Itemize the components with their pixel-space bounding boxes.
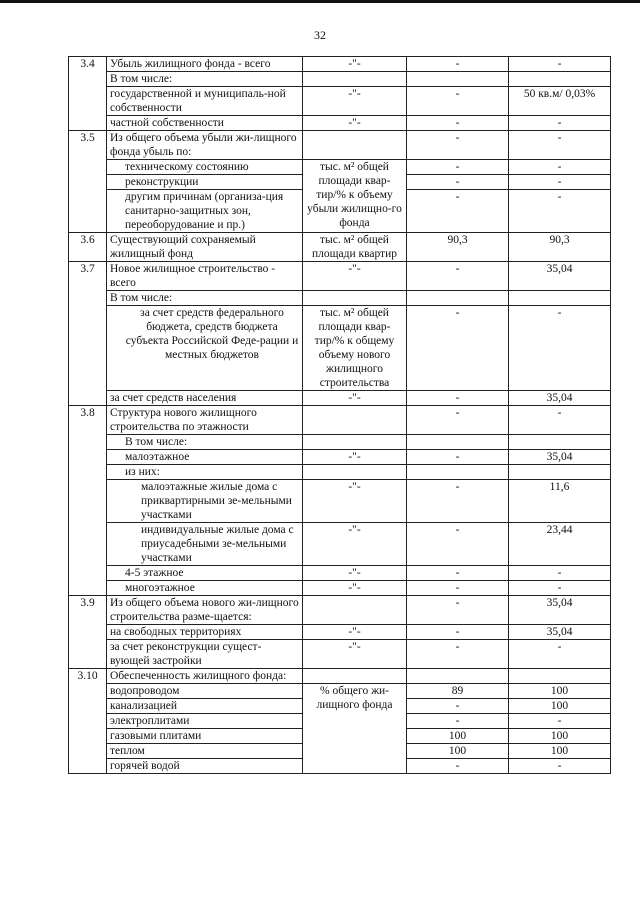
row-value-1: - (407, 759, 509, 774)
row-value-1: - (407, 640, 509, 669)
table-row (69, 566, 611, 581)
table-row (69, 480, 611, 523)
row-unit: -"- (303, 391, 407, 406)
row-label: за счет средств федерального бюджета, средств бюджета субъекта Российской Феде-рации и местных бюджетов (107, 306, 303, 391)
row-unit: -"- (303, 480, 407, 523)
top-rule (0, 0, 640, 3)
row-value-1: - (407, 406, 509, 435)
row-label: 4-5 этажное (107, 566, 303, 581)
table-row (69, 233, 611, 262)
row-label: многоэтажное (107, 581, 303, 596)
row-label: за счет средств населения (107, 391, 303, 406)
row-label: Новое жилищное строительство - всего (107, 262, 303, 291)
table-row (69, 116, 611, 131)
row-value-1: - (407, 625, 509, 640)
row-label: В том числе: (107, 291, 303, 306)
row-label: В том числе: (107, 435, 303, 450)
row-value-1: - (407, 57, 509, 72)
table-row (69, 131, 611, 160)
row-label: малоэтажное (107, 450, 303, 465)
table-row (69, 406, 611, 435)
row-value-1: - (407, 306, 509, 391)
row-value-1: - (407, 391, 509, 406)
row-label: Структура нового жилищного строительства по этажности (107, 406, 303, 435)
row-value-2: 100 (509, 699, 611, 714)
table-row (69, 581, 611, 596)
table-row (69, 625, 611, 640)
row-value-2: 50 кв.м/ 0,03% (509, 87, 611, 116)
row-value-2: 35,04 (509, 596, 611, 625)
row-label: В том числе: (107, 72, 303, 87)
row-unit: -"- (303, 262, 407, 291)
row-label: на свободных территориях (107, 625, 303, 640)
table-row (69, 465, 611, 480)
row-value-2: - (509, 175, 611, 190)
row-value-2: 11,6 (509, 480, 611, 523)
row-label: Обеспеченность жилищного фонда: (107, 669, 303, 684)
row-label: Убыль жилищного фонда - всего (107, 57, 303, 72)
row-value-2: - (509, 581, 611, 596)
table-row (69, 306, 611, 391)
row-label: малоэтажные жилые дома с приквартирными зе-мельными участками (107, 480, 303, 523)
row-value-1: - (407, 450, 509, 465)
row-label: государственной и муниципаль-ной собственности (107, 87, 303, 116)
table-row (69, 435, 611, 450)
table-row (69, 72, 611, 87)
row-value-2: - (509, 160, 611, 175)
row-unit: -"- (303, 450, 407, 465)
row-label: частной собственности (107, 116, 303, 131)
row-value-1: - (407, 116, 509, 131)
row-value-1: - (407, 596, 509, 625)
row-value-1: - (407, 87, 509, 116)
row-unit: тыс. м² общей площади квартир (303, 233, 407, 262)
row-value-1: 90,3 (407, 233, 509, 262)
row-number: 3.4 (69, 57, 107, 131)
row-value-1: - (407, 131, 509, 160)
row-unit: -"- (303, 87, 407, 116)
row-value-1: - (407, 523, 509, 566)
row-value-2: 100 (509, 729, 611, 744)
row-unit: -"- (303, 581, 407, 596)
row-value-2: - (509, 406, 611, 435)
row-value-1: - (407, 175, 509, 190)
row-number: 3.10 (69, 669, 107, 774)
row-label: за счет реконструкции сущест-вующей застройки (107, 640, 303, 669)
row-value-2: 35,04 (509, 625, 611, 640)
row-unit: -"- (303, 523, 407, 566)
row-label: Из общего объема нового жи-лищного строительства разме-щается: (107, 596, 303, 625)
row-value-2: - (509, 190, 611, 233)
row-unit: тыс. м² общей площади квар-тир/% к общему объему нового жилищного строительства (303, 306, 407, 391)
row-value-1: - (407, 160, 509, 175)
row-number: 3.6 (69, 233, 107, 262)
table-row (69, 57, 611, 72)
row-value-2: - (509, 566, 611, 581)
row-number: 3.9 (69, 596, 107, 669)
row-number: 3.7 (69, 262, 107, 406)
row-value-2: 90,3 (509, 233, 611, 262)
row-value-2: 35,04 (509, 450, 611, 465)
table-row (69, 523, 611, 566)
table-row (69, 291, 611, 306)
table-row (69, 160, 611, 175)
row-value-1: 100 (407, 729, 509, 744)
row-unit: -"- (303, 566, 407, 581)
table-row (69, 596, 611, 625)
row-value-1: - (407, 190, 509, 233)
row-value-2: - (509, 57, 611, 72)
row-value-2: 100 (509, 684, 611, 699)
row-label: электроплитами (107, 714, 303, 729)
row-label: техническому состоянию (107, 160, 303, 175)
row-value-2: 35,04 (509, 262, 611, 291)
row-label: газовыми плитами (107, 729, 303, 744)
row-value-2: - (509, 131, 611, 160)
page-number: 32 (314, 28, 326, 42)
row-unit: -"- (303, 116, 407, 131)
row-value-2: 35,04 (509, 391, 611, 406)
row-value-2: 100 (509, 744, 611, 759)
row-label: реконструкции (107, 175, 303, 190)
table-row (69, 684, 611, 699)
row-value-2: - (509, 714, 611, 729)
row-value-1: - (407, 581, 509, 596)
row-label: из них: (107, 465, 303, 480)
row-number: 3.5 (69, 131, 107, 233)
table-row (69, 262, 611, 291)
table-row (69, 640, 611, 669)
row-value-1: 89 (407, 684, 509, 699)
row-value-1: - (407, 714, 509, 729)
row-label: горячей водой (107, 759, 303, 774)
row-value-1: - (407, 699, 509, 714)
row-unit: тыс. м² общей площади квар-тир/% к объему убыли жилищно-го фонда (303, 160, 407, 233)
row-unit: -"- (303, 57, 407, 72)
row-unit: -"- (303, 640, 407, 669)
row-value-2: - (509, 306, 611, 391)
row-label: водопроводом (107, 684, 303, 699)
row-label: другим причинам (организа-ция санитарно-защитных зон, переоборудование и пр.) (107, 190, 303, 233)
table-row (69, 87, 611, 116)
table-row (69, 669, 611, 684)
row-value-2: - (509, 759, 611, 774)
table-row (69, 450, 611, 465)
row-label: теплом (107, 744, 303, 759)
row-unit: -"- (303, 625, 407, 640)
row-value-1: - (407, 262, 509, 291)
row-label: Существующий сохраняемый жилищный фонд (107, 233, 303, 262)
row-label: канализацией (107, 699, 303, 714)
row-value-2: - (509, 116, 611, 131)
table-row (69, 391, 611, 406)
row-value-1: - (407, 566, 509, 581)
row-label: Из общего объема убыли жи-лищного фонда убыль по: (107, 131, 303, 160)
row-value-2: 23,44 (509, 523, 611, 566)
row-number: 3.8 (69, 406, 107, 596)
housing-indicators-table (68, 56, 611, 774)
row-value-2: - (509, 640, 611, 669)
row-unit: % общего жи-лищного фонда (303, 684, 407, 774)
row-value-1: - (407, 480, 509, 523)
row-label: индивидуальные жилые дома с приусадебными зе-мельными участками (107, 523, 303, 566)
row-value-1: 100 (407, 744, 509, 759)
